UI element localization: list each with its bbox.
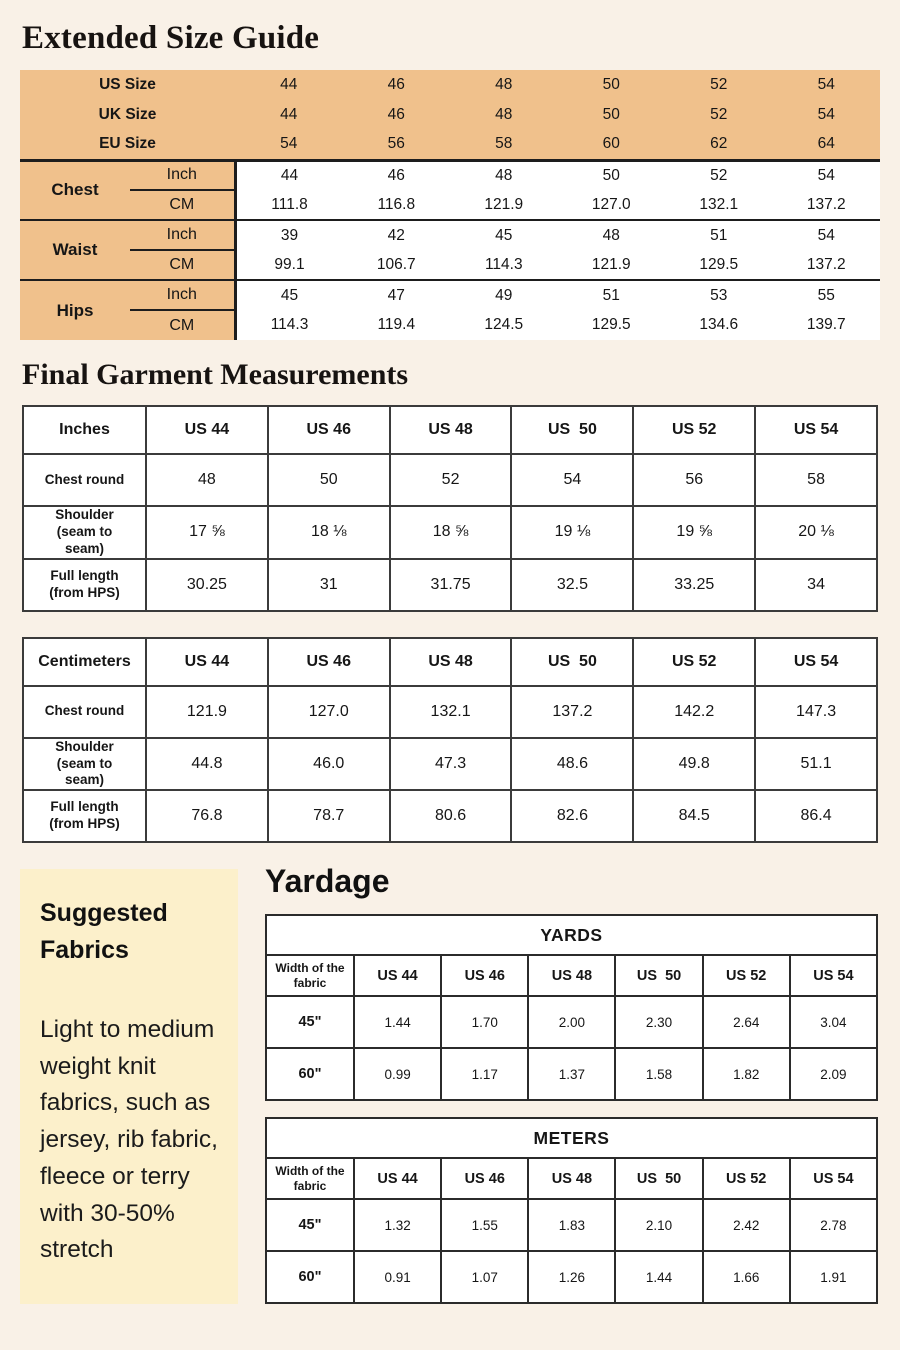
table-row <box>20 70 880 100</box>
cell: 50 <box>268 454 390 506</box>
cell: 137.2 <box>511 686 633 738</box>
cell: 56 <box>343 130 451 160</box>
cell: 86.4 <box>755 790 877 842</box>
cell: 51.1 <box>755 738 877 791</box>
column-header: US 50 <box>615 955 702 996</box>
cell: 124.5 <box>450 310 558 340</box>
body-part-label: Hips <box>20 280 130 340</box>
table-row <box>266 1118 877 1158</box>
row-label: Chest round <box>23 454 146 506</box>
width-header: Width of the fabric <box>266 955 354 996</box>
unit-label: Inch <box>130 220 235 250</box>
width-header: Width of the fabric <box>266 1158 354 1199</box>
column-header: US 52 <box>633 638 755 686</box>
cell: 49 <box>450 280 558 310</box>
column-header: US 48 <box>528 1158 615 1199</box>
row-label: Full length (from HPS) <box>23 790 146 842</box>
cell: 45 <box>235 280 343 310</box>
cell: 142.2 <box>633 686 755 738</box>
cell: 31 <box>268 559 390 611</box>
cell: 54 <box>773 220 881 250</box>
cell: 1.44 <box>615 1251 702 1303</box>
cell: 1.83 <box>528 1199 615 1251</box>
cell: 0.91 <box>354 1251 441 1303</box>
cell: 60 <box>558 130 666 160</box>
unit-label: CM <box>130 250 235 280</box>
cell: 55 <box>773 280 881 310</box>
cell: 1.37 <box>528 1048 615 1100</box>
size-system-label: US Size <box>20 70 235 100</box>
cell: 20 ⅛ <box>755 506 877 559</box>
table-row <box>20 310 880 340</box>
page-title: Extended Size Guide <box>22 20 320 56</box>
cell: 30.25 <box>146 559 268 611</box>
unit-header: Inches <box>23 406 146 454</box>
unit-label: CM <box>130 190 235 220</box>
cell: 51 <box>558 280 666 310</box>
column-header: US 44 <box>354 1158 441 1199</box>
cell: 33.25 <box>633 559 755 611</box>
cell: 34 <box>755 559 877 611</box>
cell: 32.5 <box>511 559 633 611</box>
cell: 18 ⅝ <box>390 506 512 559</box>
row-label: Full length (from HPS) <box>23 559 146 611</box>
cell: 129.5 <box>558 310 666 340</box>
cell: 50 <box>558 100 666 130</box>
table-row <box>20 100 880 130</box>
table-row <box>266 1158 877 1199</box>
cell: 132.1 <box>665 190 773 220</box>
yards-table-title: YARDS <box>266 915 877 955</box>
cell: 82.6 <box>511 790 633 842</box>
cell: 116.8 <box>343 190 451 220</box>
cell: 1.91 <box>790 1251 877 1303</box>
table-row <box>20 130 880 160</box>
cell: 48 <box>146 454 268 506</box>
cell: 78.7 <box>268 790 390 842</box>
cell: 45 <box>450 220 558 250</box>
suggested-fabrics-text: Light to medium weight knit fabrics, such as jersey, rib fabric, fleece or terry with 30-50% stretch <box>40 1015 218 1264</box>
row-label: 45" <box>266 996 354 1048</box>
cell: 51 <box>665 220 773 250</box>
row-label: Chest round <box>23 686 146 738</box>
cell: 2.09 <box>790 1048 877 1100</box>
cell: 42 <box>343 220 451 250</box>
cell: 52 <box>390 454 512 506</box>
column-header: US 54 <box>790 1158 877 1199</box>
cell: 54 <box>511 454 633 506</box>
cell: 1.17 <box>441 1048 528 1100</box>
cell: 1.07 <box>441 1251 528 1303</box>
cell: 127.0 <box>268 686 390 738</box>
yards-table <box>265 914 878 1101</box>
cell: 137.2 <box>773 250 881 280</box>
cell: 134.6 <box>665 310 773 340</box>
cell: 121.9 <box>146 686 268 738</box>
cell: 3.04 <box>790 996 877 1048</box>
cell: 19 ⅛ <box>511 506 633 559</box>
column-header: US 44 <box>146 638 268 686</box>
cell: 44 <box>235 100 343 130</box>
cell: 52 <box>665 100 773 130</box>
column-header: US 50 <box>511 406 633 454</box>
meters-table-title: METERS <box>266 1118 877 1158</box>
cell: 1.70 <box>441 996 528 1048</box>
table-row <box>20 190 880 220</box>
cell: 1.82 <box>703 1048 790 1100</box>
table-row <box>20 250 880 280</box>
cell: 64 <box>773 130 881 160</box>
cell: 50 <box>558 160 666 190</box>
cell: 58 <box>755 454 877 506</box>
cell: 17 ⅝ <box>146 506 268 559</box>
table-row <box>20 220 880 250</box>
cell: 54 <box>235 130 343 160</box>
cell: 2.00 <box>528 996 615 1048</box>
cell: 1.32 <box>354 1199 441 1251</box>
cell: 2.42 <box>703 1199 790 1251</box>
meters-table <box>265 1117 878 1304</box>
table-row <box>266 1251 877 1303</box>
column-header: US 48 <box>390 406 512 454</box>
column-header: US 48 <box>390 638 512 686</box>
cell: 2.78 <box>790 1199 877 1251</box>
cell: 54 <box>773 70 881 100</box>
column-header: US 54 <box>755 406 877 454</box>
cell: 1.66 <box>703 1251 790 1303</box>
cell: 53 <box>665 280 773 310</box>
table-row <box>266 1199 877 1251</box>
cell: 56 <box>633 454 755 506</box>
cell: 1.44 <box>354 996 441 1048</box>
cell: 46 <box>343 100 451 130</box>
size-system-label: EU Size <box>20 130 235 160</box>
column-header: US 54 <box>755 638 877 686</box>
cell: 46 <box>343 70 451 100</box>
cell: 137.2 <box>773 190 881 220</box>
table-row <box>23 686 877 738</box>
column-header: US 54 <box>790 955 877 996</box>
cell: 2.30 <box>615 996 702 1048</box>
cell: 44 <box>235 70 343 100</box>
table-row <box>23 559 877 611</box>
column-header: US 46 <box>268 638 390 686</box>
yardage-title: Yardage <box>265 863 390 900</box>
cell: 132.1 <box>390 686 512 738</box>
cell: 48 <box>558 220 666 250</box>
cell: 2.64 <box>703 996 790 1048</box>
body-part-label: Waist <box>20 220 130 280</box>
cell: 47.3 <box>390 738 512 791</box>
cell: 119.4 <box>343 310 451 340</box>
table-row <box>266 915 877 955</box>
cell: 111.8 <box>235 190 343 220</box>
column-header: US 50 <box>511 638 633 686</box>
cell: 58 <box>450 130 558 160</box>
cell: 19 ⅝ <box>633 506 755 559</box>
cell: 31.75 <box>390 559 512 611</box>
suggested-fabrics-box <box>20 869 238 1304</box>
cell: 44.8 <box>146 738 268 791</box>
cell: 139.7 <box>773 310 881 340</box>
cell: 121.9 <box>558 250 666 280</box>
size-system-label: UK Size <box>20 100 235 130</box>
cell: 106.7 <box>343 250 451 280</box>
cell: 129.5 <box>665 250 773 280</box>
cell: 147.3 <box>755 686 877 738</box>
cell: 49.8 <box>633 738 755 791</box>
column-header: US 52 <box>633 406 755 454</box>
cell: 76.8 <box>146 790 268 842</box>
cell: 48.6 <box>511 738 633 791</box>
cell: 80.6 <box>390 790 512 842</box>
suggested-fabrics-title: Suggested Fabrics <box>40 899 168 964</box>
cell: 1.55 <box>441 1199 528 1251</box>
table-row <box>266 1048 877 1100</box>
section-title-garment: Final Garment Measurements <box>22 358 409 391</box>
table-row <box>23 638 877 686</box>
row-label: Shoulder (seam to seam) <box>23 738 146 791</box>
row-label: 45" <box>266 1199 354 1251</box>
row-label: 60" <box>266 1251 354 1303</box>
cell: 48 <box>450 70 558 100</box>
cell: 50 <box>558 70 666 100</box>
table-row <box>266 996 877 1048</box>
unit-label: Inch <box>130 280 235 310</box>
table-row <box>23 790 877 842</box>
cell: 99.1 <box>235 250 343 280</box>
cell: 62 <box>665 130 773 160</box>
cell: 52 <box>665 70 773 100</box>
table-row <box>266 955 877 996</box>
cell: 44 <box>235 160 343 190</box>
cell: 0.99 <box>354 1048 441 1100</box>
cell: 48 <box>450 160 558 190</box>
cell: 52 <box>665 160 773 190</box>
cell: 48 <box>450 100 558 130</box>
column-header: US 52 <box>703 1158 790 1199</box>
unit-header: Centimeters <box>23 638 146 686</box>
body-part-label: Chest <box>20 160 130 220</box>
column-header: US 44 <box>354 955 441 996</box>
cell: 2.10 <box>615 1199 702 1251</box>
table-row <box>20 280 880 310</box>
garment-inches-table <box>22 405 878 612</box>
table-row <box>23 406 877 454</box>
row-label: 60" <box>266 1048 354 1100</box>
unit-label: CM <box>130 310 235 340</box>
table-row <box>23 506 877 559</box>
cell: 121.9 <box>450 190 558 220</box>
yardage-section <box>265 863 878 1304</box>
column-header: US 48 <box>528 955 615 996</box>
cell: 18 ⅛ <box>268 506 390 559</box>
row-label: Shoulder (seam to seam) <box>23 506 146 559</box>
unit-label: Inch <box>130 160 235 190</box>
cell: 114.3 <box>450 250 558 280</box>
table-row <box>23 738 877 791</box>
cell: 46 <box>343 160 451 190</box>
size-chart-table <box>20 70 880 340</box>
column-header: US 44 <box>146 406 268 454</box>
table-row <box>23 454 877 506</box>
column-header: US 46 <box>441 955 528 996</box>
cell: 54 <box>773 100 881 130</box>
cell: 46.0 <box>268 738 390 791</box>
table-row <box>20 160 880 190</box>
cell: 127.0 <box>558 190 666 220</box>
column-header: US 50 <box>615 1158 702 1199</box>
cell: 54 <box>773 160 881 190</box>
cell: 1.26 <box>528 1251 615 1303</box>
cell: 114.3 <box>235 310 343 340</box>
column-header: US 46 <box>441 1158 528 1199</box>
cell: 47 <box>343 280 451 310</box>
cell: 39 <box>235 220 343 250</box>
column-header: US 52 <box>703 955 790 996</box>
cell: 1.58 <box>615 1048 702 1100</box>
column-header: US 46 <box>268 406 390 454</box>
bottom-section <box>20 863 880 1304</box>
garment-centimeters-table <box>22 637 878 844</box>
cell: 84.5 <box>633 790 755 842</box>
